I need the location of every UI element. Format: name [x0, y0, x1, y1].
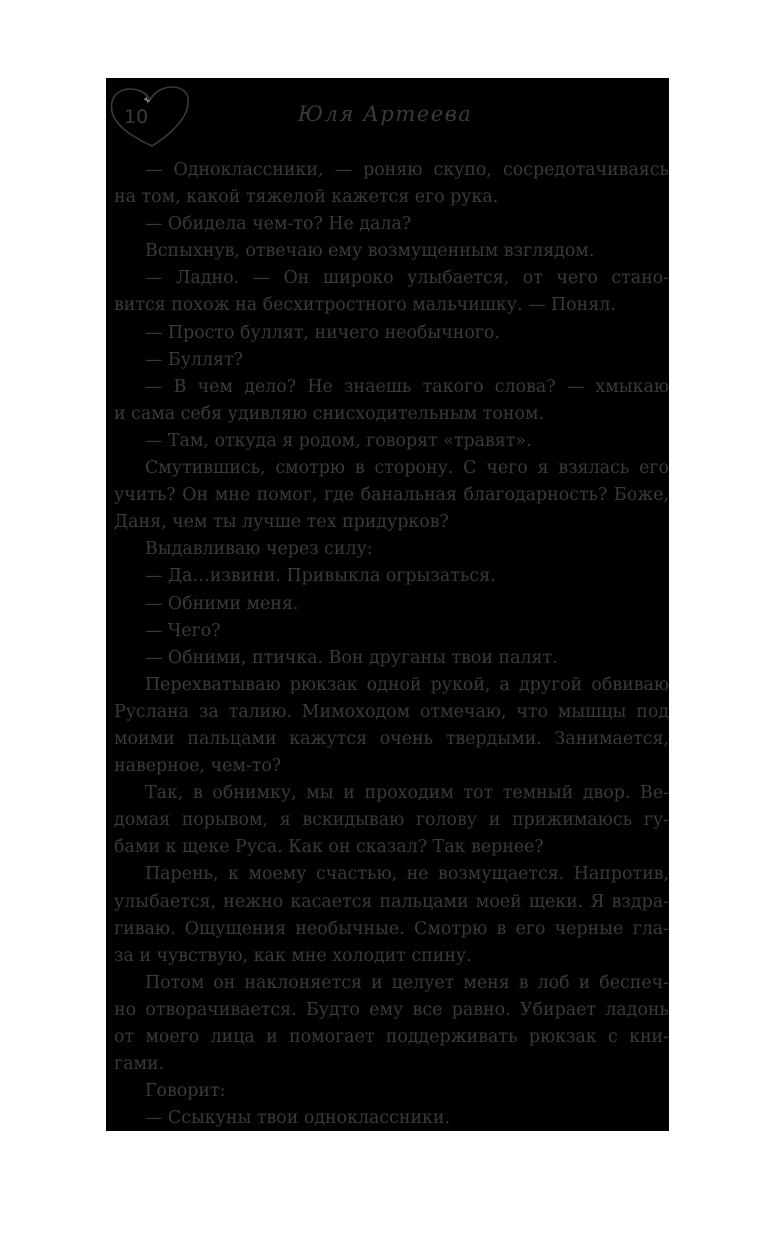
text-line: Говорит: [145, 1081, 226, 1102]
text-line: — Там, откуда я родом, говорят «травят». [145, 430, 532, 451]
paragraph [114, 1105, 669, 1132]
text-line: улыбается, нежно касается пальцами моей щеки. Я вздра- [114, 891, 669, 912]
paragraph [114, 157, 669, 211]
paragraph [114, 238, 669, 265]
page-header [106, 78, 669, 148]
heart-icon [108, 82, 194, 148]
text-line: — Да…извини. Привыкла огрызаться. [145, 566, 496, 587]
text-line: Даня, чем ты лучше тех придурков? [114, 512, 449, 533]
text-line: — Ладно. — Он широко улыбается, от чего стано- [145, 268, 669, 289]
paragraph [114, 374, 669, 428]
paragraph [114, 970, 669, 1078]
text-line: Вспыхнув, отвечаю ему возмущенным взглядом. [145, 241, 595, 262]
text-line: бами к щеке Руса. Как он сказал? Так вернее? [114, 837, 544, 858]
text-line: моими пальцами кажутся очень твердыми. Занимается, [114, 728, 669, 749]
page-number: 10 [124, 106, 149, 128]
paragraph [114, 428, 669, 455]
text-line: домая порывом, я вскидываю голову и прижимаюсь гу- [114, 810, 669, 831]
text-line: — Буллят? [145, 349, 243, 370]
text-line: за и чувствую, как мне холодит спину. [114, 945, 472, 966]
text-line: и сама себя удивляю снисходительным тоном. [114, 403, 545, 424]
paragraph [114, 780, 669, 861]
paragraph [114, 347, 669, 374]
body-text [114, 157, 669, 1132]
text-line: — Одноклассники, — роняю скупо, сосредотачиваясь [145, 160, 669, 180]
paragraph [114, 591, 669, 618]
book-page [106, 78, 669, 1131]
running-title: Юля Артеева [298, 102, 473, 126]
paragraph [114, 211, 669, 238]
text-line: Так, в обнимку, мы и проходим тот темный двор. Ве- [145, 783, 669, 804]
text-line: Руслана за талию. Мимоходом отмечаю, что мышцы под [114, 701, 669, 722]
text-line: Перехватываю рюкзак одной рукой, а другой обвиваю [145, 674, 669, 695]
paragraph [114, 672, 669, 780]
text-line: вится похож на бесхитростного мальчишку. — Понял. [114, 295, 616, 316]
text-line: от моего лица и помогает поддерживать рюкзак с кни- [114, 1027, 669, 1047]
text-line: — Обними, птичка. Вон друганы твои палят. [145, 647, 558, 668]
text-line: Парень, к моему счастью, не возмущается. Напротив, [145, 864, 669, 885]
text-line: Смутившись, смотрю в сторону. С чего я взялась его [145, 458, 669, 479]
text-line: Выдавливаю через силу: [145, 539, 373, 560]
paragraph [114, 265, 669, 319]
paragraph [114, 1078, 669, 1105]
text-line: — Просто буллят, ничего необычного. [145, 322, 500, 343]
text-line: — В чем дело? Не знаешь такого слова? — хмыкаю [145, 376, 669, 397]
paragraph [114, 645, 669, 672]
paragraph [114, 320, 669, 347]
paragraph [114, 563, 669, 590]
text-line: гиваю. Ощущения необычные. Смотрю в его черные гла- [114, 918, 669, 939]
text-line: Потом он наклоняется и целует меня в лоб и беспеч- [145, 972, 669, 993]
paragraph [114, 455, 669, 536]
text-line: — Обидела чем-то? Не дала? [145, 214, 412, 235]
paragraph [114, 536, 669, 563]
text-line: но отворачивается. Будто ему все равно. Убирает ладонь [114, 999, 669, 1020]
paragraph [114, 861, 669, 969]
text-line: — Ссыкуны твои одноклассники. [145, 1108, 451, 1129]
paragraph [114, 618, 669, 645]
text-line: гами. [114, 1054, 165, 1075]
text-line: учить? Он мне помог, где банальная благодарность? Боже, [114, 485, 669, 506]
text-line: на том, какой тяжелой кажется его рука. [114, 187, 499, 208]
text-line: — Обними меня. [145, 593, 299, 614]
text-line: — Чего? [145, 620, 221, 641]
text-line: наверное, чем-то? [114, 756, 282, 777]
